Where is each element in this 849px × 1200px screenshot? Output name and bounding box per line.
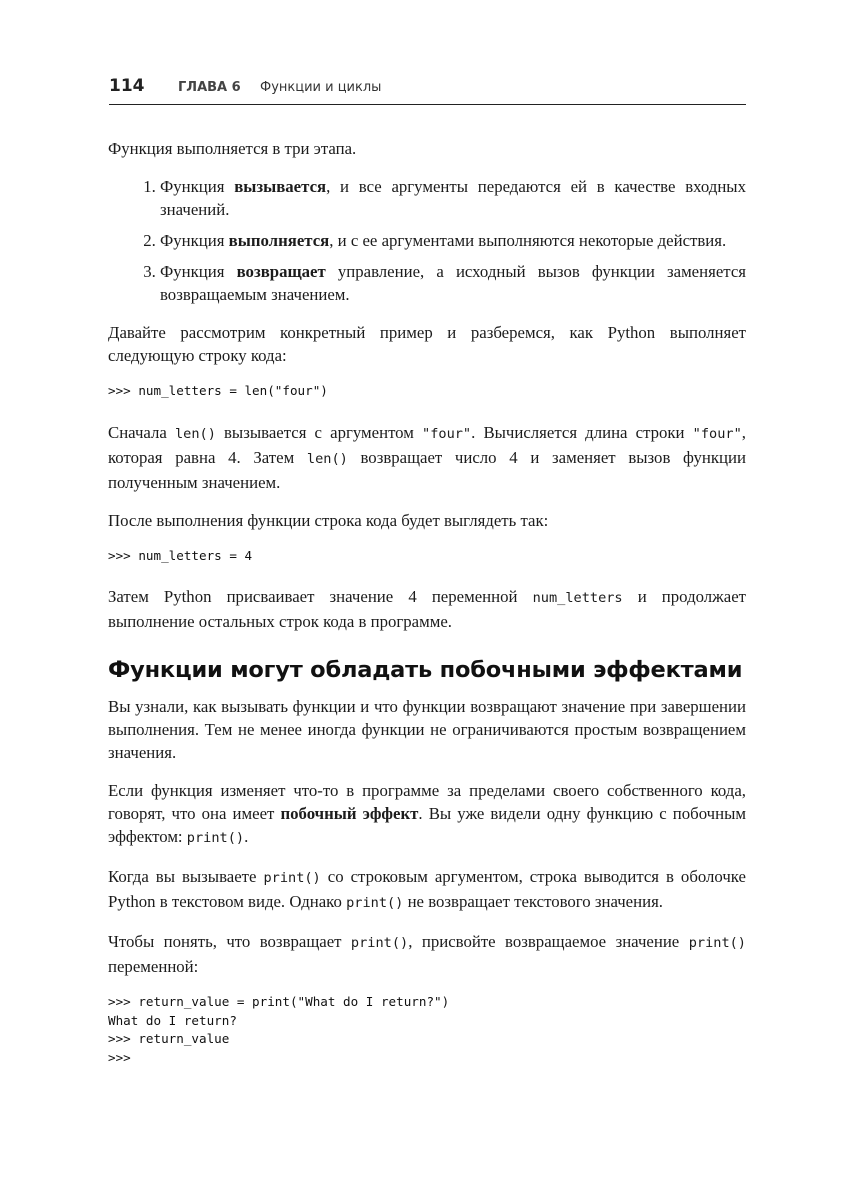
len-paragraph: Сначала len() вызывается с аргументом "four". Вычисляется длина строки "four", которая равна 4. Затем len() возвращает число 4 и заменяет вызов функции полученным значением. bbox=[108, 422, 746, 492]
print-paragraph: Когда вы вызываете print() со строковым аргументом, строка выводится в оболочке Python в текстовом виде. Однако print() не возвращает текстового значения. bbox=[108, 867, 746, 911]
code-block: >>> return_value = print("What do I return?") What do I return? >>> return_value >>> bbox=[108, 994, 450, 1065]
inline-code: print() bbox=[186, 830, 245, 846]
step-text: Функция bbox=[160, 177, 235, 196]
inline-code: print() bbox=[346, 895, 404, 911]
step-text: , и все аргументы передаются ей в качестве входных значений. bbox=[160, 177, 746, 219]
inline-code: print() bbox=[263, 870, 321, 886]
section-heading: Функции могут обладать побочными эффектами bbox=[108, 657, 743, 683]
step-bold-term: вызывается bbox=[234, 177, 327, 196]
list-item bbox=[160, 229, 746, 252]
learned-paragraph: Вы узнали, как вызывать функции и что функции возвращают значение при завершении выполнения. Тем не менее иногда функции не ограничиваются простым возвращением значения. bbox=[108, 697, 746, 762]
example-paragraph: Давайте рассмотрим конкретный пример и разберемся, как Python выполняет следующую строку кода: bbox=[108, 323, 746, 365]
inline-code: "four" bbox=[692, 425, 742, 442]
page-body bbox=[108, 137, 746, 1087]
steps-list bbox=[108, 175, 746, 306]
code-block: >>> num_letters = len("four") bbox=[108, 383, 328, 398]
understand-paragraph: Чтобы понять, что возвращает print(), присвойте возвращаемое значение print() переменной: bbox=[108, 932, 746, 976]
side-effect-paragraph: Если функция изменяет что-то в программе за пределами своего собственного кода, говорят, что она имеет побочный эффект. Вы уже видели одну функцию с побочным эффектом: print(). bbox=[108, 781, 746, 846]
page-number: 114 bbox=[109, 76, 145, 96]
list-item bbox=[160, 260, 746, 306]
step-text: Функция bbox=[160, 262, 237, 281]
inline-code: print() bbox=[350, 935, 409, 951]
running-header bbox=[109, 74, 746, 105]
chapter-title: Функции и циклы bbox=[260, 80, 382, 95]
inline-code: num_letters bbox=[532, 590, 623, 606]
list-item bbox=[160, 175, 746, 221]
step-text: , и с ее аргументами выполняются некоторые действия. bbox=[329, 231, 727, 250]
inline-code: len() bbox=[174, 425, 216, 442]
chapter-label: ГЛАВА 6 bbox=[178, 80, 241, 95]
code-block: >>> num_letters = 4 bbox=[108, 547, 253, 563]
step-text: управление, а исходный вызов функции заменяется возвращаемым значением. bbox=[160, 262, 746, 304]
inline-code: len() bbox=[306, 450, 348, 467]
step-bold-term: возвращает bbox=[236, 262, 326, 281]
bold-term: побочный эффект bbox=[280, 804, 419, 823]
step-bold-term: выполняется bbox=[228, 231, 330, 250]
assign-paragraph: Затем Python присваивает значение 4 переменной num_letters и продолжает выполнение остальных строк кода в программе. bbox=[108, 587, 746, 631]
inline-code: print() bbox=[688, 935, 746, 951]
after-paragraph: После выполнения функции строка кода будет выглядеть так: bbox=[108, 510, 549, 530]
intro-paragraph: Функция выполняется в три этапа. bbox=[108, 139, 357, 158]
step-text: Функция bbox=[160, 231, 229, 250]
inline-code: "four" bbox=[422, 425, 472, 442]
